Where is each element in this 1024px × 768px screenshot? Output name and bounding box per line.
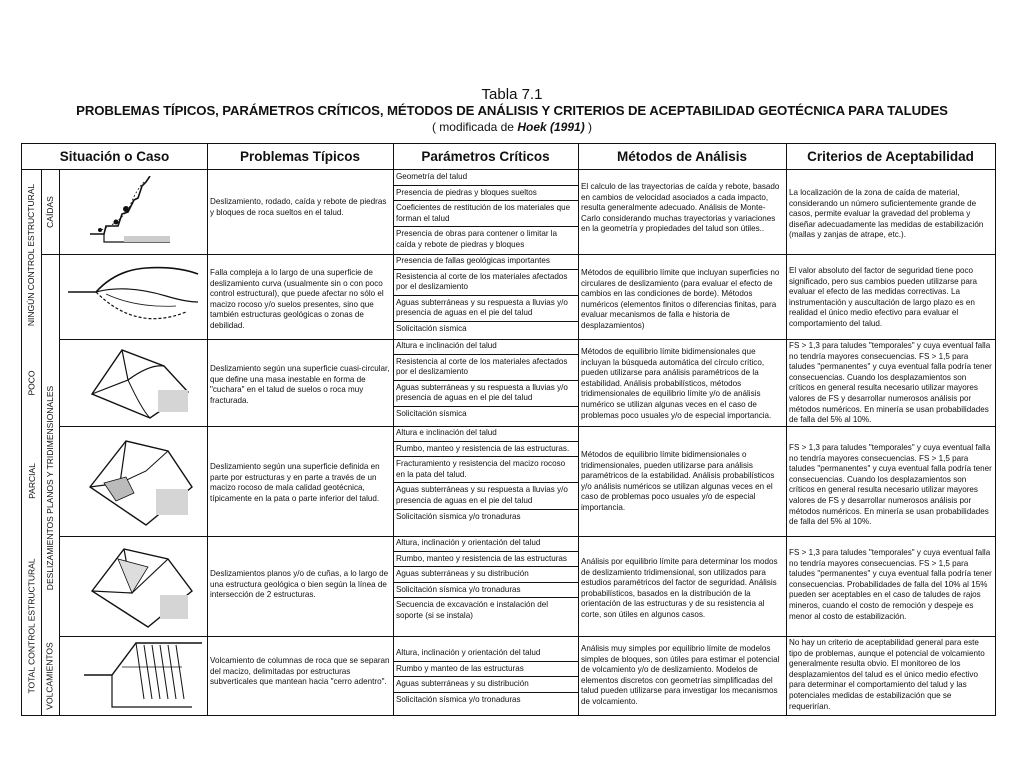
partial-structural-slide-figure <box>86 431 198 531</box>
row1-problema: Deslizamiento, rodado, caída y rebote de piedras y bloques de roca sueltos en el talud. <box>210 197 387 217</box>
param-item: Presencia de piedras y bloques sueltos <box>393 186 578 202</box>
row6-parametros <box>393 646 578 707</box>
param-item: Aguas subterráneas y su distribución <box>393 567 578 583</box>
row2-criterio: El valor absoluto del factor de seguridad tiene poco significado, pero sus cambios pueden utilizarse para evaluar el efecto de las medidas correctivas. La instrumentación y auscultación de largo plazo es en realidad el único medio efectivo para evaluar el comportamiento del talud. <box>789 266 978 328</box>
param-item: Coeficientes de restitución de los materiales que forman el talud <box>393 201 578 227</box>
row5-parametros <box>393 536 578 624</box>
row6-criterio: No hay un criterio de aceptabilidad general para este tipo de problemas, aunque el potencial de volcamiento generalmente resulta obvio. El monitoreo de los desplazamientos del talud es el único medio efectivo para determinar el comportamiento del talud y las potenciales medidas de estabilización que se requerirían. <box>789 638 985 711</box>
row4-metodo: Métodos de equilibrio límite bidimensionales o tridimensionales, pueden utilizarse para análisis paramétricos de la estabilidad. Análisis probabilísticos y/o análisis numéricos se utilizan algunas veces en el caso de problemas poco usuales y/o de especial importancia. <box>581 450 775 512</box>
row1-criterio: La localización de la zona de caída de material, considerando un número suficientemente grande de casos, permite evaluar la gravedad del problema y diseñar adecuadamente las medidas de estabilización (mallas y zanjas de atrape, etc.). <box>789 188 984 240</box>
toppling-figure <box>82 641 206 713</box>
row2-problema: Falla compleja a lo largo de una superficie de deslizamiento curva (usualmente sin o con poco control estructural), que puede afectar no sólo el macizo rocoso y/o suelos presentes, sino que también estructuras geológicas o zonas de debilidad. <box>210 268 384 330</box>
row2-parametros <box>393 254 578 337</box>
row5-criterio: FS > 1,3 para taludes "temporales" y cuya eventual falla no tendría mayores consecuencias. FS > 1,5 para taludes "permanentes" y cuya eventual falla podría tener consecuencias. Probabilidades de falla del 10% al 15% pueden ser aceptables en el caso de taludes de rajos mineros, cuando el costo de remoción y despeje es menor al costo de estabilización. <box>789 548 992 621</box>
label-poco: POCO <box>26 370 37 396</box>
row4-problema: Deslizamiento según una superficie definida en parte por estructuras y en parte a través de un macizo rocoso de mala calidad geotécnica, típicamente en la pata o parte inferior del talud. <box>210 462 380 503</box>
row1-metodo: El calculo de las trayectorias de caída y rebote, basado en cambios de velocidad asociados a cada impacto, resulta generalmente adecuado. Análisis de Monte-Carlo considerando muchas trayectorias y variaciones en la geometría y propiedades del talud son útiles.. <box>581 182 780 234</box>
row5-metodo: Análisis por equilibrio límite para determinar los modos de deslizamiento tridimensional, son utilizados para estudios paramétricos del factor de seguridad. Análisis probabilísticos, basados en la distribución de la orientación de las estructuras y de su resistencia al corte, son útiles en algunos casos. <box>581 557 778 619</box>
label-volcamientos: VOLCAMIENTOS <box>45 642 56 710</box>
header-metodos: Métodos de Análisis <box>578 144 786 170</box>
table-subtitle: ( modificada de Hoek (1991) ) <box>431 120 593 134</box>
reference: Hoek (1991) <box>517 120 585 134</box>
label-total-control: TOTAL CONTROL ESTRUCTURAL <box>26 558 37 694</box>
circular-slide-figure <box>88 344 198 424</box>
param-item: Solicitación sísmica y/o tronaduras <box>393 583 578 599</box>
row6-metodo: Análisis muy simples por equilibrio límite de modelos simples de bloques, son útiles para estimar el potencial de volcamiento y/o de deslizamiento. Modelos de elementos discretos con geometrías simplificadas del talud pueden utilizarse para investigar los mecanismos de volcamiento. <box>581 644 780 706</box>
rockfall-figure <box>82 176 172 250</box>
label-deslizamientos: DESLIZAMIENTOS PLANOS Y TRIDIMENSIONALES <box>45 385 55 590</box>
label-caidas: CAÍDAS <box>45 196 55 228</box>
row6-problema: Volcamiento de columnas de roca que se separan del macizo, delimitadas por estructuras subverticales que mantean hacia "cerro adentro". <box>210 656 390 687</box>
header-criterios: Criterios de Aceptabilidad <box>786 144 995 170</box>
param-item: Aguas subterráneas y su respuesta a lluvias y/o presencia de aguas en el pie del talud <box>393 296 578 322</box>
param-item: Aguas subterráneas y su respuesta a lluvias y/o presencia de aguas en el pie del talud <box>393 483 578 509</box>
param-item: Aguas subterráneas y su distribución <box>393 677 578 693</box>
curved-slide-figure <box>66 262 206 332</box>
row3-metodo: Métodos de equilibrio límite bidimensionales que incluyan la búsqueda automática del círculo crítico, pueden utilizarse para análisis paramétricos de la estabilidad. Análisis probabilísticos, métodos tridimensionales de equilibrio límite y/o de análisis numérico se utilizan algunas veces en el caso de problemas poco usuales y/o de especial importancia. <box>581 347 772 420</box>
param-item: Rumbo, manteo y resistencia de las estructuras <box>393 552 578 568</box>
row1-parametros <box>393 170 578 253</box>
param-item: Solicitación sísmica y/o tronaduras <box>396 694 521 704</box>
param-item: Aguas subterráneas y su respuesta a lluvias y/o presencia de aguas en el pie del talud <box>393 381 578 407</box>
param-item: Rumbo y manteo de las estructuras <box>393 662 578 678</box>
label-parcial: PARCIAL <box>26 463 37 499</box>
row4-criterio: FS > 1,3 para taludes "temporales" y cuya eventual falla no tendría mayores consecuencias. FS > 1,5 para taludes "permanentes" y cuya eventual falla podría tener consecuencias. Cuando los desplazamientos son críticos en general resulta necesario utilizar mayores valores de FS y desarrollar numerosos análisis por métodos numéricos. En minería se usan probabilidades de falla del 5% al 10%. <box>789 443 992 527</box>
param-item: Secuencia de excavación e instalación del soporte (si se instala) <box>396 600 549 620</box>
header-problemas: Problemas Típicos <box>207 144 393 170</box>
row2-metodo: Métodos de equilibrio límite que incluyan superficies no circulares de deslizamiento (para evaluar el efecto de cambios en las condiciones de borde). Métodos numéricos (elementos finitos o diferencias finitas, para evaluar mecanismos de falla e historia de desplazamientos) <box>581 268 780 330</box>
param-item: Resistencia al corte de los materiales afectados por el deslizamiento <box>393 270 578 296</box>
param-item: Altura e inclinación del talud <box>393 339 578 355</box>
param-item: Resistencia al corte de los materiales afectados por el deslizamiento <box>393 355 578 381</box>
param-item: Altura, inclinación y orientación del talud <box>393 536 578 552</box>
wedge-slide-figure <box>88 541 198 633</box>
header-situacion: Situación o Caso <box>22 144 207 170</box>
label-ningun-control: NINGÚN CONTROL ESTRUCTURAL <box>26 183 37 327</box>
table-title: PROBLEMAS TÍPICOS, PARÁMETROS CRÍTICOS, MÉTODOS DE ANÁLISIS Y CRITERIOS DE ACEPTABILIDAD GEOTÉCNICA PARA TALUDES <box>76 103 948 118</box>
param-item: Altura, inclinación y orientación del talud <box>393 646 578 662</box>
param-item: Solicitación sísmica <box>396 408 467 418</box>
row3-parametros <box>393 339 578 422</box>
row3-criterio: FS > 1,3 para taludes "temporales" y cuya eventual falla no tendría mayores consecuencias. FS > 1,5 para taludes "permanentes" y cuya eventual falla podría tener consecuencias. Cuando los desplazamientos son críticos en general resulta necesario utilizar mayores valores de FS y desarrollar numerosos análisis por métodos numéricos. En minería se usan probabilidades de falla del 5% al 10%. <box>789 341 992 425</box>
criteria-table <box>21 143 996 716</box>
header-parametros: Parámetros Críticos <box>393 144 578 170</box>
param-item: Solicitación sísmica <box>396 323 467 333</box>
table-number: Tabla 7.1 <box>481 86 543 103</box>
param-item: Rumbo, manteo y resistencia de las estructuras. <box>393 442 578 458</box>
param-item: Presencia de obras para contener o limitar la caída y rebote de piedras y bloques <box>396 229 558 249</box>
param-item: Presencia de fallas geológicas importantes <box>393 254 578 270</box>
row4-parametros <box>393 426 578 524</box>
param-item: Altura e inclinación del talud <box>393 426 578 442</box>
param-item: Geometría del talud <box>393 170 578 186</box>
row3-problema: Deslizamiento según una superficie cuasi-circular, que define una masa inestable en forma de "cuchara" en el talud de suelos o roca muy fracturada. <box>210 364 390 405</box>
row5-problema: Deslizamientos planos y/o de cuñas, a lo largo de una estructura geológica o bien según la línea de intersección de 2 estructuras. <box>210 569 389 600</box>
param-item: Fracturamiento y resistencia del macizo rocoso en la pata del talud. <box>393 457 578 483</box>
param-item: Solicitación sísmica y/o tronaduras <box>396 511 521 521</box>
